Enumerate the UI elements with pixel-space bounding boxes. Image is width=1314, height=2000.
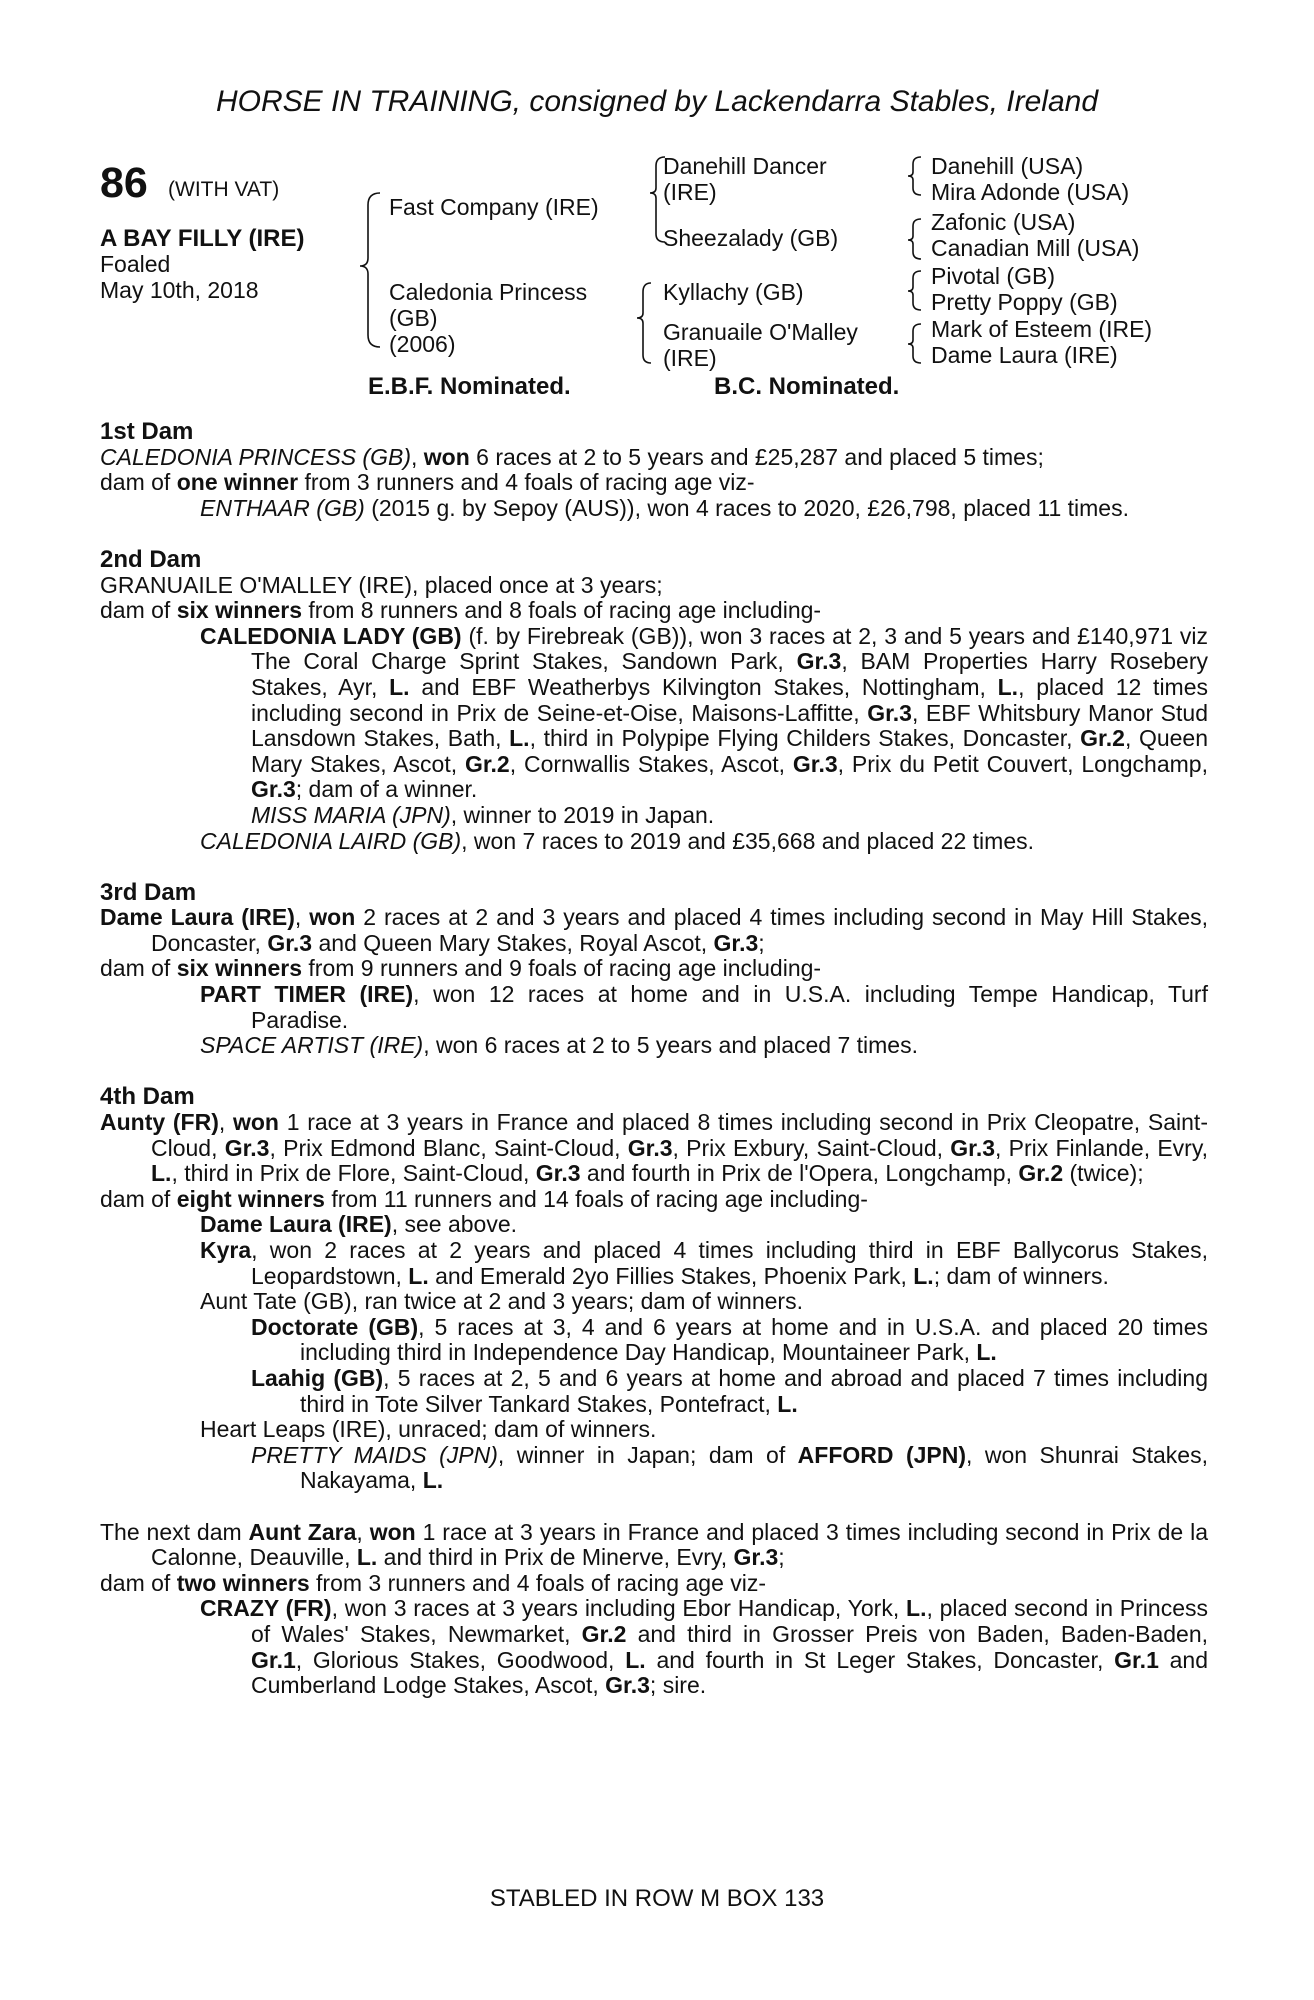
grandsire-3: Pivotal (GB) xyxy=(931,263,1055,289)
stable-location: STABLED IN ROW M BOX 133 xyxy=(489,1885,825,1912)
dam-sire-name: Kyllachy (GB) xyxy=(663,279,804,305)
dam-name-line1: Caledonia Princess xyxy=(389,279,588,305)
fourth-dam-record: Aunty (FR), won 1 race at 3 years in France and placed 8 times including second in Prix Cleopatre, Saint-Cloud, Gr.3, Prix Edmond Blanc, Saint-Cloud, Gr.3, Prix Exbury, Saint-Cloud, Gr.3, Prix Finlande, Evry, L., third in Prix de Flore, Saint-Cloud, Gr.3 and fourth in Prix de l'Opera, Longchamp, Gr.2 (twice); xyxy=(100,1109,1209,1187)
bracket-g2 xyxy=(908,219,921,259)
bc-nominated: B.C. Nominated. xyxy=(714,373,900,400)
vat-note: (WITH VAT) xyxy=(168,178,280,201)
bracket-main xyxy=(360,193,380,347)
fourth-dam-grandprogeny-pretty-maids: PRETTY MAIDS (JPN), winner in Japan; dam of AFFORD (JPN), won Shunrai Stakes, Nakayama, L. xyxy=(251,1441,1208,1494)
second-dam-grandprogeny-miss-maria: MISS MARIA (JPN), winner to 2019 in Japan. xyxy=(251,801,715,828)
fourth-dam-progeny-heart-leaps: Heart Leaps (IRE), unraced; dam of winners. xyxy=(200,1416,657,1443)
fourth-dam-progeny-dame-laura: Dame Laura (IRE), see above. xyxy=(200,1211,518,1238)
next-dam-record: The next dam Aunt Zara, won 1 race at 3 years in France and placed 3 times including second in Prix de la Calonne, Deauville, L. and third in Prix de Minerve, Evry, Gr.3; xyxy=(100,1518,1209,1571)
first-dam-progeny-enthaar: ENTHAAR (GB) (2015 g. by Sepoy (AUS)), won 4 races to 2020, £26,798, placed 11 times. xyxy=(200,494,1129,521)
first-dam-produce: dam of one winner from 3 runners and 4 foals of racing age viz- xyxy=(100,469,755,496)
sire-sire-line2: (IRE) xyxy=(663,179,717,205)
bracket-dam xyxy=(637,283,651,363)
ebf-nominated: E.B.F. Nominated. xyxy=(368,373,571,400)
granddam-2: Canadian Mill (USA) xyxy=(931,235,1140,261)
second-dam-heading: 2nd Dam xyxy=(100,545,202,573)
page-title: HORSE IN TRAINING, consigned by Lackendarra Stables, Ireland xyxy=(215,85,1099,118)
first-dam-heading: 1st Dam xyxy=(100,418,194,445)
fourth-dam-grandprogeny-laahig: Laahig (GB), 5 races at 2, 5 and 6 years at home and abroad and placed 7 times including third in Tote Silver Tankard Stakes, Pontefract, L. xyxy=(251,1364,1208,1417)
second-dam-progeny-caledonia-lady: CALEDONIA LADY (GB) (f. by Firebreak (GB)), won 3 races at 2, 3 and 5 years and £140,971 viz The Coral Charge Sprint Stakes, Sandown Park, Gr.3, BAM Properties Harry Rosebery Stakes, Ayr, L. and EBF Weatherbys Kilvington Stakes, Nottingham, L., placed 12 times including second in Prix de Seine-et-Oise, Maisons-Laffitte, Gr.3, EBF Whitsbury Manor Stud Lansdown Stakes, Bath, L., third in Polypipe Flying Childers Stakes, Doncaster, Gr.2, Queen Mary Stakes, Ascot, Gr.2, Cornwallis Stakes, Ascot, Gr.3, Prix du Petit Couvert, Longchamp, Gr.3; dam of a winner. xyxy=(200,622,1209,803)
third-dam-record: Dame Laura (IRE), won 2 races at 2 and 3 years and placed 4 times including second in May Hill Stakes, Doncaster, Gr.3 and Queen Mary Stakes, Royal Ascot, Gr.3; xyxy=(100,904,1209,956)
third-dam-progeny-space-artist: SPACE ARTIST (IRE), won 6 races at 2 to 5 years and placed 7 times. xyxy=(200,1032,918,1059)
sire-dam-name: Sheezalady (GB) xyxy=(663,225,839,251)
second-dam-produce: dam of six winners from 8 runners and 8 foals of racing age including- xyxy=(100,597,822,624)
dam-dam-line2: (IRE) xyxy=(663,345,717,371)
granddam-1: Mira Adonde (USA) xyxy=(931,179,1130,205)
fourth-dam-grandprogeny-doctorate: Doctorate (GB), 5 races at 3, 4 and 6 years at home and in U.S.A. and placed 20 times including third in Independence Day Handicap, Mountaineer Park, L. xyxy=(251,1313,1208,1366)
bracket-g3 xyxy=(908,271,921,310)
grandsire-2: Zafonic (USA) xyxy=(931,209,1076,235)
granddam-4: Dame Laura (IRE) xyxy=(931,342,1118,368)
second-dam-progeny-caledonia-laird: CALEDONIA LAIRD (GB), won 7 races to 2019 and £35,668 and placed 22 times. xyxy=(200,827,1034,854)
foaled-date: May 10th, 2018 xyxy=(100,277,259,303)
fourth-dam-progeny-aunt-tate: Aunt Tate (GB), ran twice at 2 and 3 years; dam of winners. xyxy=(200,1288,803,1315)
third-dam-progeny-part-timer: PART TIMER (IRE), won 12 races at home and in U.S.A. including Tempe Handicap, Turf Paradise. xyxy=(200,981,1208,1033)
catalogue-body xyxy=(100,419,1208,1699)
bracket-g1 xyxy=(908,157,921,195)
dam-dam-line1: Granuaile O'Malley xyxy=(663,319,858,345)
fourth-dam-heading: 4th Dam xyxy=(100,1083,195,1111)
lot-number: 86 xyxy=(100,159,148,207)
fourth-dam-progeny-kyra: Kyra, won 2 races at 2 years and placed 4 times including third in EBF Ballycorus Stakes, Leopardstown, L. and Emerald 2yo Fillies Stakes, Phoenix Park, L.; dam of winners. xyxy=(200,1237,1208,1289)
next-dam-progeny-crazy: CRAZY (FR), won 3 races at 3 years including Ebor Handicap, York, L., placed second in Princess of Wales' Stakes, Newmarket, Gr.2 and third in Grosser Preis von Baden, Baden-Baden, Gr.1, Glorious Stakes, Goodwood, L. and fourth in St Leger Stakes, Doncaster, Gr.1 and Cumberland Lodge Stakes, Ascot, Gr.3; sire. xyxy=(200,1595,1209,1699)
second-dam-record: GRANUAILE O'MALLEY (IRE), placed once at 3 years; xyxy=(100,571,663,598)
first-dam-record: CALEDONIA PRINCESS (GB), won 6 races at 2 to 5 years and £25,287 and placed 5 times; xyxy=(100,443,1044,470)
next-dam-produce: dam of two winners from 3 runners and 4 foals of racing age viz- xyxy=(100,1569,767,1596)
dam-name-line2: (GB) xyxy=(389,305,438,331)
foaled-label: Foaled xyxy=(100,251,171,277)
grandsire-1: Danehill (USA) xyxy=(931,153,1084,179)
sire-name: Fast Company (IRE) xyxy=(389,194,599,220)
dam-foaled-year: (2006) xyxy=(389,331,456,357)
fourth-dam-produce: dam of eight winners from 11 runners and 14 foals of racing age including- xyxy=(100,1185,868,1212)
third-dam-produce: dam of six winners from 9 runners and 9 foals of racing age including- xyxy=(100,955,822,982)
bracket-g4 xyxy=(908,324,921,363)
grandsire-4: Mark of Esteem (IRE) xyxy=(931,316,1153,342)
third-dam-heading: 3rd Dam xyxy=(100,878,197,906)
sire-sire-line1: Danehill Dancer xyxy=(663,153,827,179)
horse-name: A BAY FILLY (IRE) xyxy=(100,225,305,252)
granddam-3: Pretty Poppy (GB) xyxy=(931,289,1118,315)
